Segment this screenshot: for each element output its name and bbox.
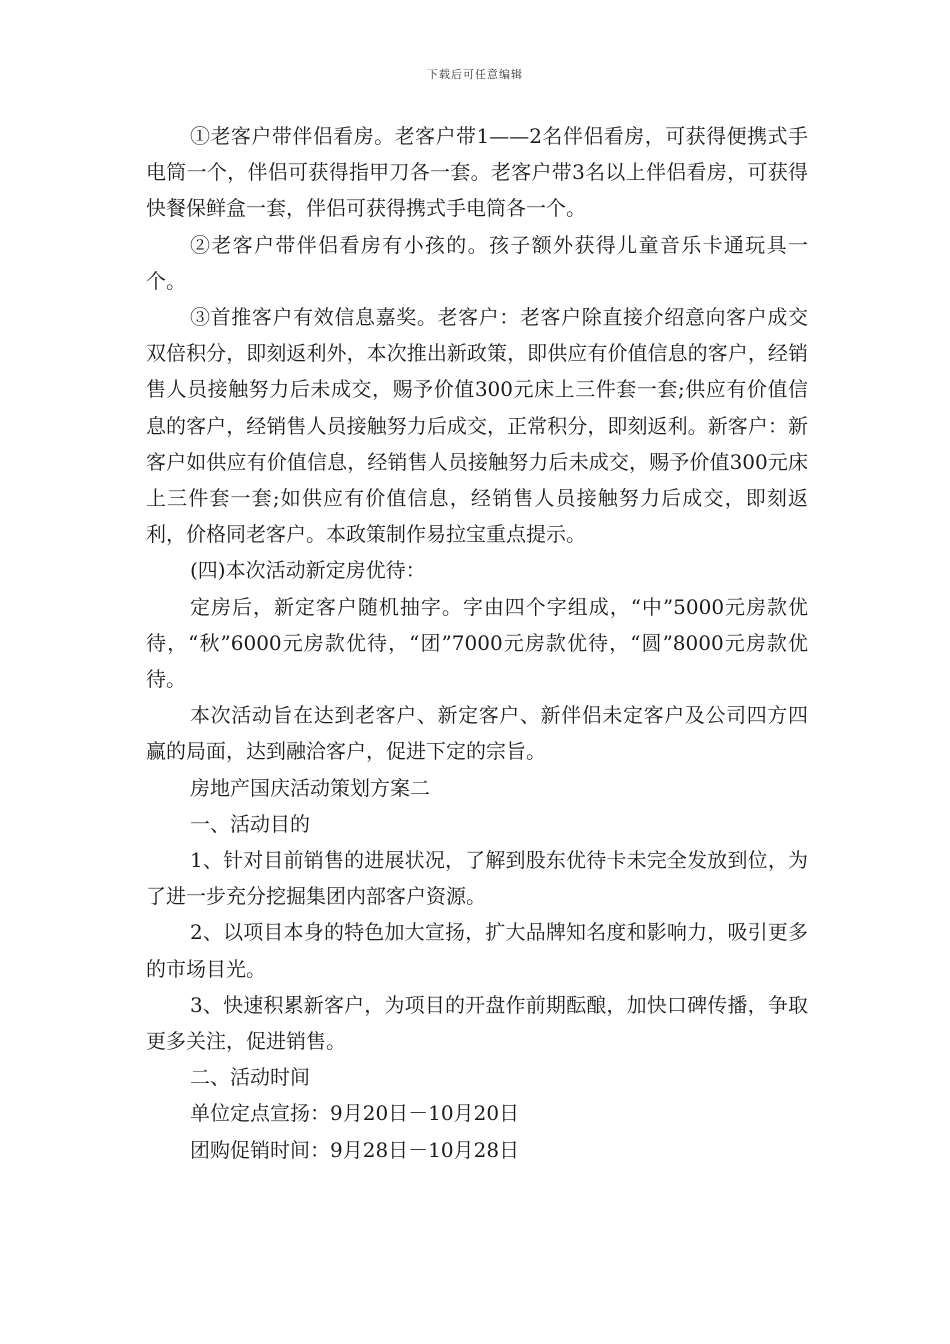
paragraph-time-group-buy: 团购促销时间：9月28日－10月28日 (190, 1137, 520, 1162)
paragraph-plan-two-title: 房地产国庆活动策划方案二 (190, 775, 430, 800)
paragraph-lucky-draw: 定房后，新定客户随机抽字。字由四个字组成，“中”5000元房款优待，“秋”6000元房款优待，“团”7000元房款优待，“圆”8000元房款优待。 (146, 594, 808, 692)
paragraph-children-bonus: ②老客户带伴侣看房有小孩的。孩子额外获得儿童音乐卡通玩具一个。 (146, 232, 808, 293)
paragraph-purpose-3: 3、快速积累新客户，为项目的开盘作前期酝酿，加快口碑传播，争取更多关注，促进销售。 (146, 992, 808, 1054)
paragraph-purpose-heading: 一、活动目的 (190, 811, 310, 836)
paragraph-info-reward: ③首推客户有效信息嘉奖。老客户：老客户除直接介绍意向客户成交双倍积分，即刻返利外，本次推出新政策，即供应有价值信息的客户，经销售人员接触努力后未成交，赐予价值300元床上三件套一套;供应有价值信息的客户，经销售人员接触努力后成交，正常积分，即刻返利。新客户：新客户如供应有价值信息，经销售人员接触努力后未成交，赐予价值300元床上三件套一套;如供应有价值信息，经销售人员接触努力后成交，即刻返利，价格同老客户。本政策制作易拉宝重点提示。 (146, 305, 808, 547)
document-body (146, 118, 808, 1168)
paragraph-old-customer-companion: ①老客户带伴侣看房。老客户带1——2名伴侣看房，可获得便携式手电筒一个，伴侣可获得指甲刀各一套。老客户带3名以上伴侣看房，可获得快餐保鲜盒一套，伴侣可获得携式手电筒各一个。 (146, 124, 808, 221)
paragraph-section-four-heading: (四)本次活动新定房优待： (190, 558, 426, 583)
paragraph-purpose-2: 2、以项目本身的特色加大宣扬，扩大品牌知名度和影响力，吸引更多的市场目光。 (146, 920, 808, 981)
page-header: 下载后可任意编辑 (427, 68, 523, 81)
paragraph-purpose-1: 1、针对目前销售的进展状况，了解到股东优待卡未完全发放到位，为了进一步充分挖掘集团内部客户资源。 (146, 848, 808, 909)
paragraph-time-promo: 单位定点宣扬：9月20日－10月20日 (190, 1101, 520, 1126)
paragraph-activity-goal: 本次活动旨在达到老客户、新定客户、新伴侣未定客户及公司四方四赢的局面，达到融洽客户，促进下定的宗旨。 (146, 703, 808, 764)
paragraph-time-heading: 二、活动时间 (190, 1065, 310, 1090)
